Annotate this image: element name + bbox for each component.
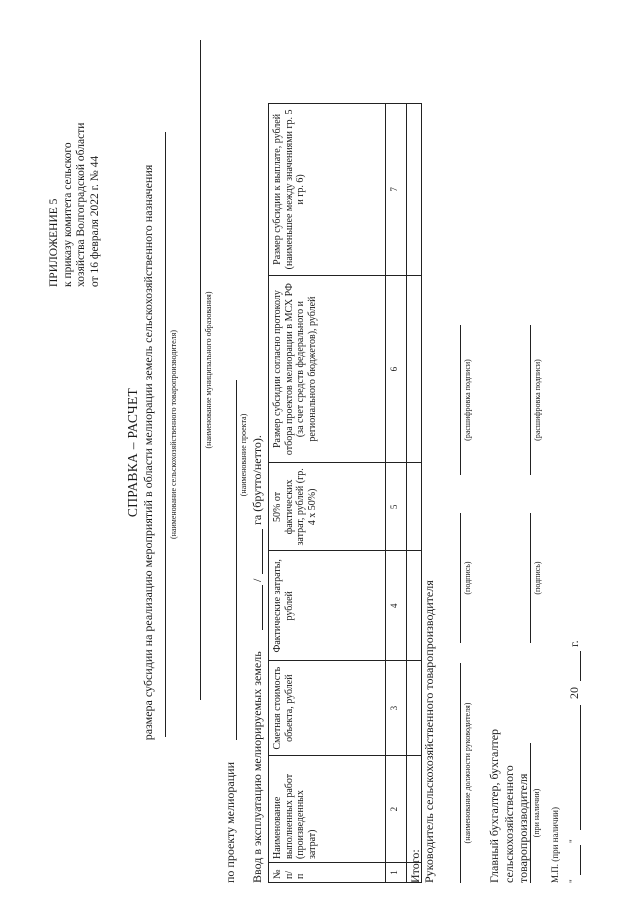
appendix-line-2: к приказу комитета сельского xyxy=(61,142,74,287)
separator: / xyxy=(250,578,264,582)
header-estimated-cost: Сметная стоимость объекта, рублей xyxy=(269,661,386,756)
brutto-line xyxy=(262,585,263,630)
date-day-line xyxy=(580,845,581,875)
head-signature-line xyxy=(460,513,461,643)
head-decoding-line xyxy=(460,325,461,475)
accountant-line-3: товаропроизводителя xyxy=(516,773,530,883)
head-decoding-caption: (расшифровка подписи) xyxy=(463,359,472,441)
col-number-7: 7 xyxy=(386,104,407,276)
col-number-2: 2 xyxy=(386,756,407,863)
header-subsidy-payout: Размер субсидии к выплате, рублей (наименьшее между значениями гр. 5 и гр. 6) xyxy=(269,104,386,276)
header-actual-costs: Фактические затраты, рублей xyxy=(269,551,386,661)
accountant-if-any-line xyxy=(530,743,531,883)
col-number-6: 6 xyxy=(386,275,407,463)
netto-line xyxy=(262,529,263,574)
table-empty-row xyxy=(407,104,422,883)
col-number-5: 5 xyxy=(386,463,407,551)
total-label: Итого: xyxy=(408,849,422,883)
header-half-costs: 50% от фактических затрат, рублей (гр. 4 х 50%) xyxy=(269,463,386,551)
stamp-label: М.П. (при наличии) xyxy=(550,807,560,883)
col-number-4: 4 xyxy=(386,551,407,661)
appendix-line-4: от 16 февраля 2022 г. № 44 xyxy=(88,155,101,287)
table-number-row xyxy=(386,104,407,883)
project-line xyxy=(236,380,237,740)
document-subtitle: размера субсидии на реализацию мероприятий в области мелиорации земель сельскохозяйственного назначения xyxy=(141,164,155,741)
date-century: 20 xyxy=(567,687,581,699)
producer-line xyxy=(165,132,166,737)
appendix-line-1: ПРИЛОЖЕНИЕ 5 xyxy=(48,198,60,287)
date-year-suffix: г. xyxy=(567,640,581,647)
accountant-signature-line xyxy=(530,513,531,643)
project-caption: (наименование проекта) xyxy=(239,413,248,497)
head-title: Руководитель сельскохозяйственного товаропроизводителя xyxy=(422,580,436,883)
by-project-label: по проекту мелиорации xyxy=(223,762,237,883)
col-number-3: 3 xyxy=(386,661,407,756)
appendix-line-3: хозяйства Волгоградской области xyxy=(75,122,87,287)
date-year-line xyxy=(580,651,581,681)
calculation-table xyxy=(268,103,422,883)
accountant-line-1: Главный бухгалтер, бухгалтер xyxy=(487,728,501,883)
accountant-signature-caption: (подпись) xyxy=(533,561,542,595)
head-position-line xyxy=(460,663,461,883)
accountant-line-2: сельскохозяйственного xyxy=(502,765,516,883)
municipality-line xyxy=(200,40,201,700)
header-work-name: Наименование выполненных работ (произведенных затрат) xyxy=(269,756,386,863)
unit-label: га (брутто/нетто). xyxy=(250,435,264,525)
accountant-decoding-caption: (расшифровка подписи) xyxy=(533,359,542,441)
municipality-caption: (наименование муниципального образования) xyxy=(204,291,213,449)
date-month-line xyxy=(580,705,581,830)
appendix-block xyxy=(48,123,102,287)
table-header-row xyxy=(269,104,386,883)
head-signature-caption: (подпись) xyxy=(463,561,472,595)
accountant-if-any-caption: (при наличии) xyxy=(532,788,541,838)
header-subsidy-protocol: Размер субсидии согласно протоколу отбора проектов мелиорации в МСХ РФ (за счет средств федерального и регионального бюджетов), рублей xyxy=(269,275,386,463)
header-number: № п/п xyxy=(269,863,386,883)
document-title: СПРАВКА – РАСЧЕТ xyxy=(125,387,140,518)
col-number-1: 1 xyxy=(386,863,407,883)
date-close-quote: " xyxy=(568,839,578,843)
date-open-quote: " xyxy=(568,879,578,883)
commissioning-label: Ввод в эксплуатацию мелиорируемых земель xyxy=(250,651,264,883)
accountant-decoding-line xyxy=(530,325,531,475)
head-position-caption: (наименование должности руководителя) xyxy=(463,702,472,844)
producer-caption: (наименование сельскохозяйственного товаропроизводителя) xyxy=(169,329,178,540)
